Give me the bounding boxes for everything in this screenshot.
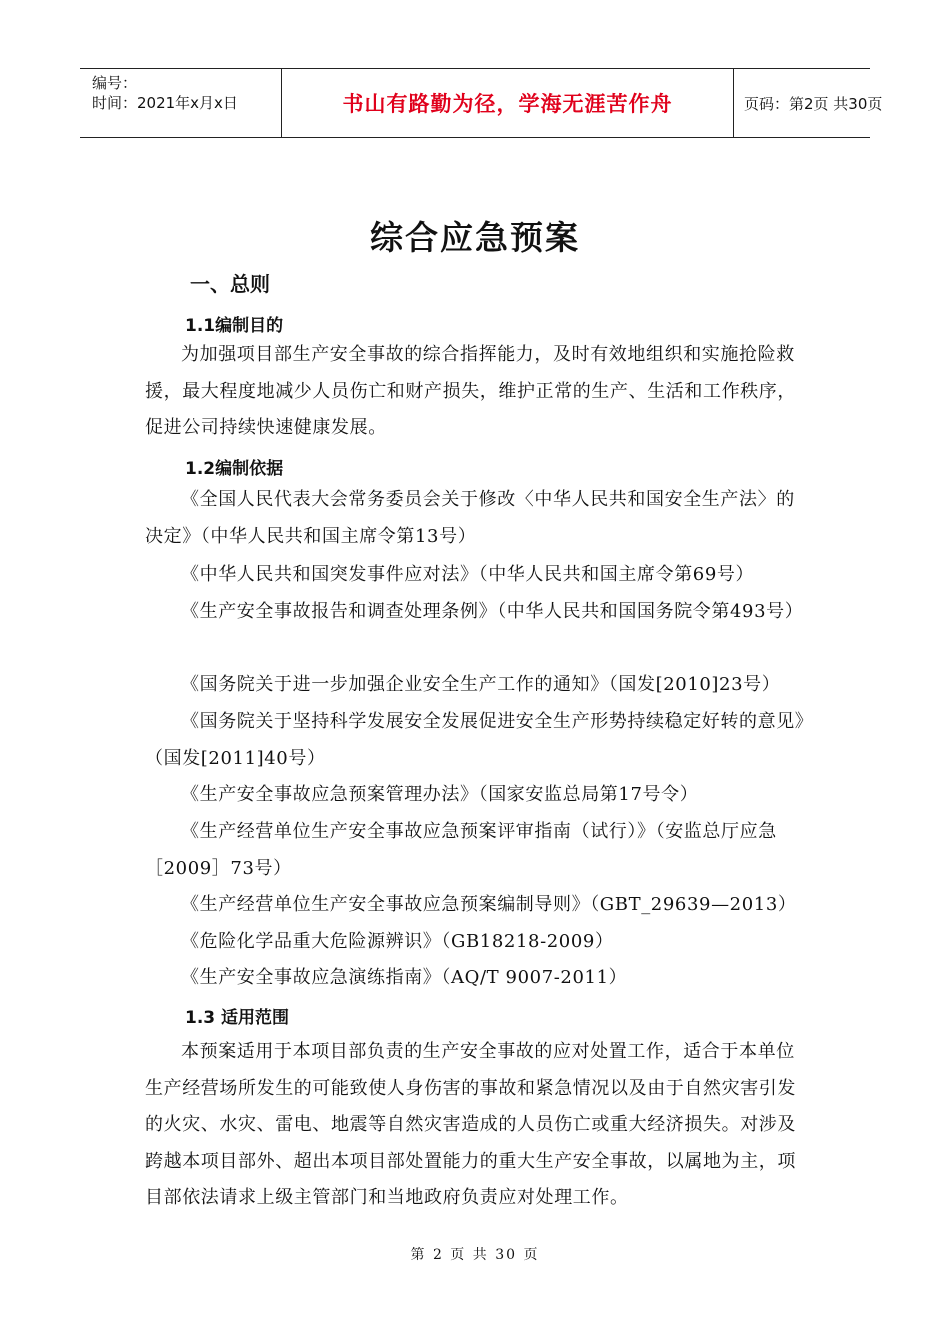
basis-item: 《生产安全事故报告和调查处理条例》（中华人民共和国国务院令第493号） bbox=[181, 601, 804, 622]
section-heading-general: 一、总则 bbox=[190, 272, 270, 296]
basis-item: 《全国人民代表大会常务委员会关于修改〈中华人民共和国安全生产法〉的决定》（中华人民共和国主席令第13号） bbox=[145, 489, 795, 547]
basis-item: 《生产经营单位生产安全事故应急预案编制导则》（GBT_29639—2013） bbox=[181, 894, 797, 915]
basis-item: 《生产安全事故应急演练指南》（AQ/T 9007-2011） bbox=[181, 967, 628, 988]
basis-item: 《生产安全事故应急预案管理办法》（国家安监总局第17号令） bbox=[181, 784, 699, 805]
basis-item: 《国务院关于进一步加强企业安全生产工作的通知》（国发[2010]23号） bbox=[181, 674, 781, 695]
subsection-heading-scope: 1.3 适用范围 bbox=[185, 1008, 290, 1028]
basis-item: 《中华人民共和国突发事件应对法》（中华人民共和国主席令第69号） bbox=[181, 564, 755, 585]
purpose-paragraph: 为加强项目部生产安全事故的综合指挥能力，及时有效地组织和实施抢险救援，最大程度地减少人员伤亡和财产损失，维护正常的生产、生活和工作秩序，促进公司持续快速健康发展。 bbox=[145, 344, 796, 438]
number-label: 编号： bbox=[92, 74, 138, 92]
header-motto: 书山有路勤为径，学海无涯苦作舟 bbox=[282, 69, 734, 137]
basis-item: 《生产经营单位生产安全事故应急预案评审指南（试行）》（安监总厅应急［2009］73号） bbox=[145, 821, 777, 879]
basis-item: 《危险化学品重大危险源辨识》（GB18218-2009） bbox=[181, 931, 614, 952]
page-header bbox=[80, 68, 883, 138]
basis-item: 《国务院关于坚持科学发展安全发展促进安全生产形势持续稳定好转的意见》（国发[2011]40号） bbox=[145, 711, 805, 769]
subsection-heading-purpose: 1.1编制目的 bbox=[185, 316, 284, 336]
document-title: 综合应急预案 bbox=[370, 218, 580, 257]
subsection-heading-basis: 1.2编制依据 bbox=[185, 459, 284, 479]
header-page-info: 页码：第2页 共30页 bbox=[744, 94, 883, 113]
page-footer: 第 2 页 共 30 页 bbox=[410, 1247, 540, 1263]
header-meta bbox=[80, 69, 282, 137]
date-line: 时间：2021年x月x日 bbox=[92, 94, 238, 112]
scope-paragraph: 本预案适用于本项目部负责的生产安全事故的应对处置工作，适合于本单位生产经营场所发生的可能致使人身伤害的事故和紧急情况以及由于自然灾害引发的火灾、水灾、雷电、地震等自然灾害造成的人员伤亡或重大经济损失。对涉及跨越本项目部外、超出本项目部处置能力的重大生产安全事故，以属地为主，项目部依法请求上级主管部门和当地政府负责应对处理工作。 bbox=[145, 1041, 796, 1208]
